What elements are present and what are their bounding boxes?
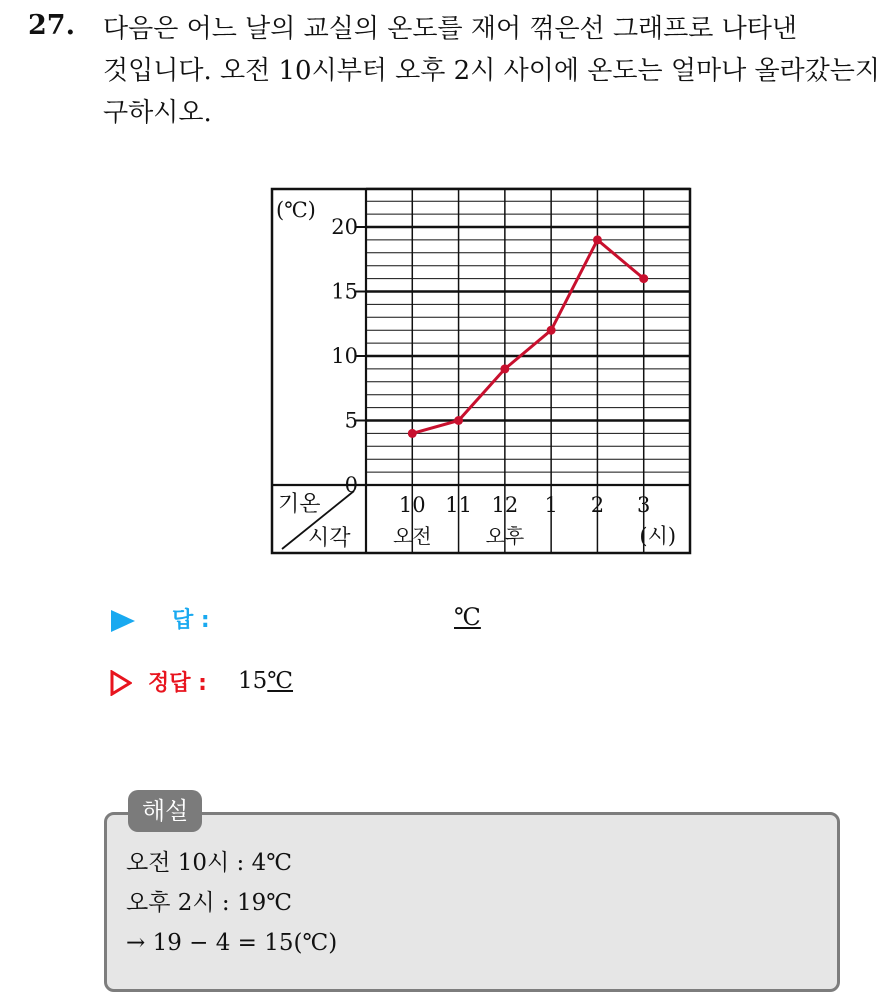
solution-value (238, 668, 293, 694)
y-tick-label: 0 (344, 473, 358, 497)
solution-row (108, 666, 508, 700)
explanation-title: 해설 (128, 790, 202, 832)
explanation-line: → 19 − 4 = 15(℃) (126, 930, 338, 956)
answer-unit: ℃ (454, 603, 481, 631)
x-tick-label: 1 (544, 493, 558, 517)
explanation-line: 오전 10시 : 4℃ (126, 850, 292, 876)
x-tick-label: 11 (445, 493, 472, 517)
solution-number: 15 (238, 668, 268, 694)
play-triangle-icon (111, 610, 135, 632)
outline-triangle-icon (110, 670, 132, 696)
y-tick-label: 15 (331, 279, 358, 304)
answer-label: 답 : (172, 608, 210, 633)
x-tick-label: 3 (637, 493, 651, 517)
y-tick-label: 5 (344, 408, 358, 433)
chart-frame (272, 189, 690, 553)
temperature-line-chart (270, 187, 694, 559)
question-line: 구하시오. (103, 98, 212, 128)
y-unit-label: (℃) (276, 198, 316, 222)
data-point (639, 274, 648, 283)
period-label: 오전 (392, 524, 432, 548)
header-bottom-label: 시각 (308, 526, 351, 551)
x-tick-label: 2 (590, 493, 605, 517)
question-line: 것입니다. 오전 10시부터 오후 2시 사이에 온도는 얼마나 올라갔는지 (103, 56, 881, 86)
question-text (103, 8, 881, 134)
x-tick-label: 12 (491, 493, 519, 517)
data-point (454, 416, 463, 425)
explanation-line: 오후 2시 : 19℃ (126, 890, 292, 916)
solution-unit: ℃ (267, 668, 294, 694)
explanation-text (126, 843, 337, 963)
x-tick-label: 10 (398, 493, 426, 517)
answer-row (108, 603, 508, 637)
question-line: 다음은 어느 날의 교실의 온도를 재어 꺾은선 그래프로 나타낸 (103, 14, 798, 44)
y-tick-label: 10 (331, 344, 358, 368)
solution-label: 정답 : (148, 671, 207, 696)
data-point (500, 364, 509, 373)
data-point (547, 326, 556, 335)
y-tick-label: 20 (331, 215, 358, 239)
period-label: 오후 (485, 524, 525, 548)
data-point (593, 235, 602, 244)
x-unit-label: (시) (639, 524, 677, 548)
header-top-label: 기온 (278, 492, 321, 517)
question-number: 27. (28, 10, 75, 41)
data-point (408, 429, 417, 438)
